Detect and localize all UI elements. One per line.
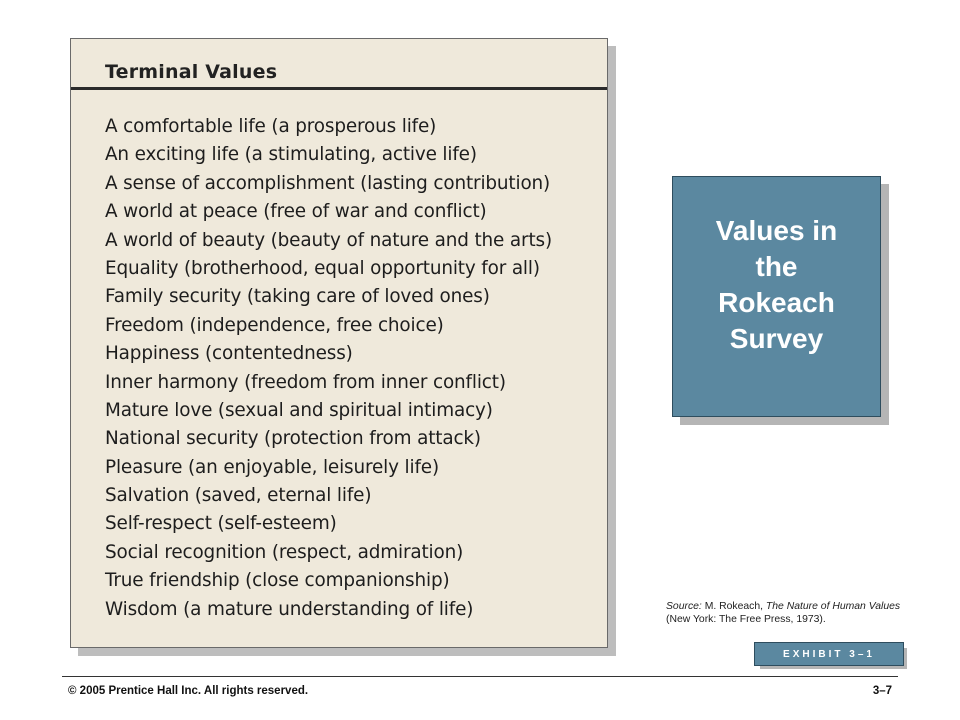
list-item: An exciting life (a stimulating, active life): [105, 144, 477, 166]
terminal-values-panel: [70, 38, 608, 648]
list-item: Self-respect (self-esteem): [105, 513, 337, 535]
list-item: Happiness (contentedness): [105, 343, 353, 365]
list-item: Freedom (independence, free choice): [105, 314, 444, 336]
list-item: Salvation (saved, eternal life): [105, 485, 372, 507]
copyright-notice: © 2005 Prentice Hall Inc. All rights reserved.: [68, 685, 309, 697]
list-item: Pleasure (an enjoyable, leisurely life): [105, 456, 439, 478]
exhibit-tag: EXHIBIT 3–1: [754, 642, 904, 666]
slide-title: Values in the Rokeach Survey: [715, 214, 838, 354]
list-item: National security (protection from attack): [105, 428, 481, 450]
source-author: M. Rokeach,: [704, 601, 764, 612]
panel-heading: Terminal Values: [105, 61, 278, 83]
list-item: Social recognition (respect, admiration): [105, 541, 464, 563]
list-item: Inner harmony (freedom from inner conflict): [105, 371, 506, 393]
list-item: Mature love (sexual and spiritual intimacy): [105, 399, 493, 421]
list-item: True friendship (close companionship): [105, 570, 450, 592]
list-item: A sense of accomplishment (lasting contribution): [105, 172, 551, 194]
values-list: [105, 113, 552, 624]
source-book: The Nature of Human Values: [765, 601, 901, 612]
list-item: A world of beauty (beauty of nature and the arts): [105, 229, 552, 251]
heading-divider: [71, 87, 607, 90]
source-label: Source:: [666, 601, 702, 612]
list-item: Wisdom (a mature understanding of life): [105, 598, 474, 620]
footer-divider: [62, 676, 898, 677]
list-item: Equality (brotherhood, equal opportunity for all): [105, 257, 540, 279]
source-note: [666, 600, 906, 626]
list-item: Family security (taking care of loved ones): [105, 286, 490, 308]
list-item: A comfortable life (a prosperous life): [105, 116, 437, 137]
list-item: A world at peace (free of war and conflict): [105, 201, 487, 223]
source-publisher: (New York: The Free Press, 1973).: [666, 614, 826, 625]
slide-title-box: [672, 176, 881, 417]
page-number: 3–7: [872, 685, 892, 697]
